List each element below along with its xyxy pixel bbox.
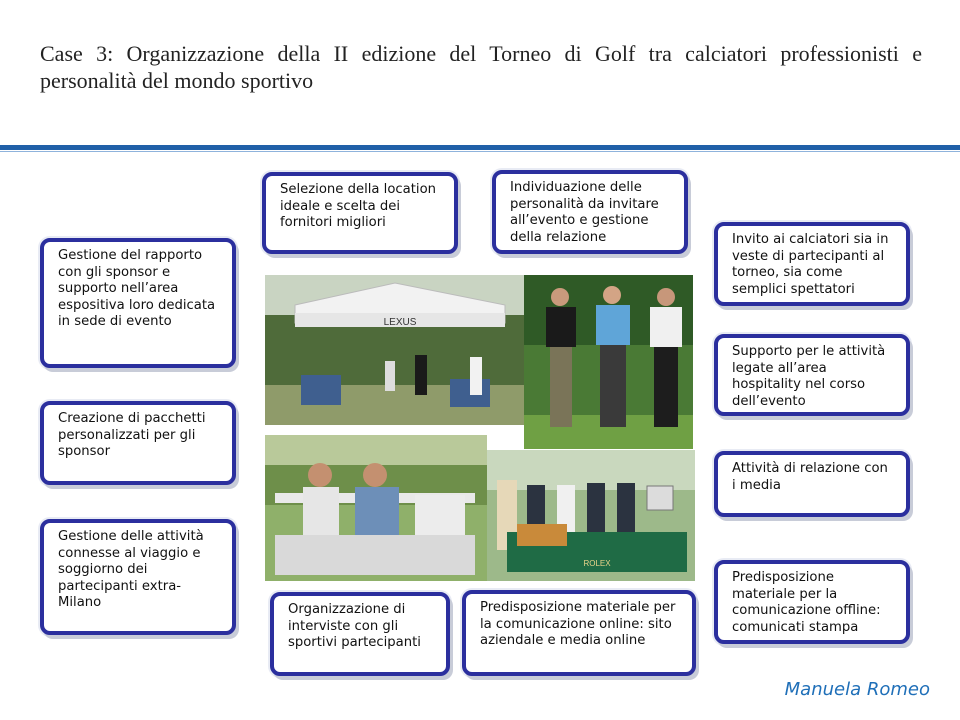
box-viaggio-text: Gestione delle attività connesse al viaggio e soggiorno dei partecipanti extra-Milano — [58, 529, 204, 610]
box-individuazione-personalita — [492, 170, 688, 254]
photo-golfers — [524, 275, 693, 449]
photo-golf-cart-image — [265, 435, 487, 581]
photo-golfers-image — [524, 275, 693, 449]
box-selezione-text: Selezione della location ideale e scelta dei fornitori migliori — [280, 182, 436, 230]
box-gestione-sponsor-text: Gestione del rapporto con gli sponsor e supporto nell’area espositiva loro dedicata in sede di evento — [58, 248, 216, 329]
box-selezione-location — [262, 172, 458, 254]
title-divider-shadow — [0, 151, 960, 152]
title-divider — [0, 145, 960, 150]
box-media-text: Attività di relazione con i media — [732, 461, 888, 493]
slide-title: Case 3: Organizzazione della II edizione del Torneo di Golf tra calciatori professionisti e personalità del mondo sportivo — [40, 41, 922, 93]
box-gestione-sponsor — [40, 238, 236, 368]
box-individuazione-text: Individuazione delle personalità da invitare all’evento e gestione della relazione — [510, 180, 659, 245]
box-interviste-text: Organizzazione di interviste con gli sportivi partecipanti — [288, 602, 421, 650]
box-supporto-hospitality — [714, 334, 910, 416]
box-invito-text: Invito ai calciatori sia in veste di partecipanti al torneo, sia come semplici spettatori — [732, 232, 889, 297]
rolex-logo-text: ROLEX — [583, 559, 611, 568]
box-online-text: Predisposizione materiale per la comunicazione online: sito aziendale e media online — [480, 600, 676, 648]
box-comunicazione-online — [462, 590, 696, 676]
photo-lexus-tent — [265, 275, 524, 425]
box-relazione-media — [714, 451, 910, 517]
box-offline-text: Predisposizione materiale per la comunicazione offline: comunicati stampa — [732, 570, 881, 635]
box-invito-calciatori — [714, 222, 910, 306]
photo-rolex-table-image — [487, 450, 695, 581]
box-pacchetti-text: Creazione di pacchetti personalizzati per gli sponsor — [58, 411, 206, 459]
lexus-logo-text: LEXUS — [383, 317, 417, 328]
photo-lexus-tent-image — [265, 275, 524, 425]
box-supporto-text: Supporto per le attività legate all’area hospitality nel corso dell’evento — [732, 344, 886, 409]
photo-golf-cart — [265, 435, 487, 581]
box-pacchetti-sponsor — [40, 401, 236, 485]
author-name: Manuela Romeo — [784, 679, 930, 700]
box-comunicazione-offline — [714, 560, 910, 644]
box-organizzazione-interviste — [270, 592, 450, 676]
box-gestione-viaggio — [40, 519, 236, 635]
photo-rolex-table — [487, 450, 695, 581]
